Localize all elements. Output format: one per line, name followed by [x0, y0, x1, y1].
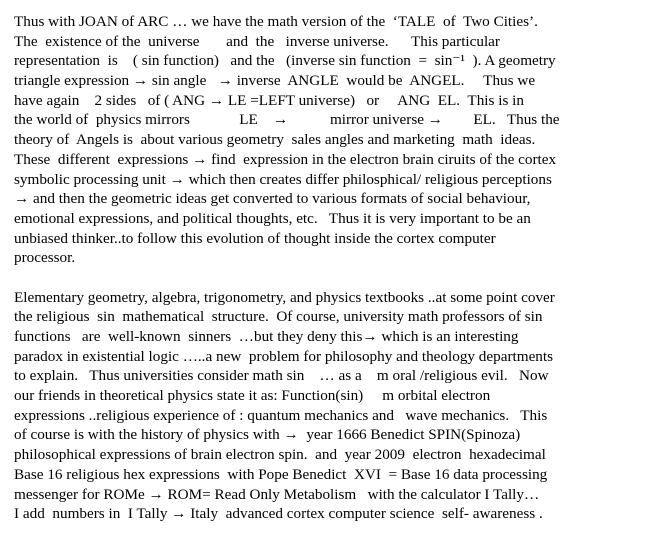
text-line: expressions ..religious experience of : quantum mechanics and wave mechanics. This — [14, 406, 548, 424]
text-line: processor. — [14, 249, 76, 267]
text-line: have again 2 sides of ( ANG → LE =LEFT universe) or ANG EL. This is in — [14, 91, 524, 109]
text-line: our friends in theoretical physics state it as: Function(sin) m orbital electron — [14, 387, 491, 405]
text-line: messenger for ROMe → ROM= Read Only Metabolism with the calculator I Tally… — [14, 485, 540, 503]
text-line: paradox in existential logic …..a new problem for philosophy and theology departments — [14, 347, 554, 365]
text-line: functions are well-known sinners …but they deny this→ which is an interesting — [14, 328, 519, 345]
text-line: triangle expression → sin angle → inverse ANGLE would be ANGEL. Thus we — [14, 72, 536, 90]
paragraph-2 — [14, 288, 634, 524]
text-line: → and then the geometric ideas get converted to various formats of social behaviour, — [14, 190, 531, 208]
text-line: the religious sin mathematical structure. Of course, university math professors of sin — [14, 308, 543, 326]
text-line: The existence of the universe and the inverse universe. This particular — [14, 32, 500, 50]
text-line: philosophical expressions of brain electron spin. and year 2009 electron hexadecimal — [14, 446, 546, 464]
text-line: Thus with JOAN of ARC … we have the math version of the ‘TALE of Two Cities’. — [14, 13, 538, 30]
paragraph-spacer — [14, 268, 634, 288]
text-line: the world of physics mirrors LE → mirror universe → EL. Thus the — [14, 111, 560, 129]
document-page — [14, 12, 634, 524]
text-line: representation is ( sin function) and the (inverse sin function = sin⁻¹ ). A geometry — [14, 52, 556, 70]
text-line: to explain. Thus universities consider math sin … as a m oral /religious evil. Now — [14, 367, 549, 385]
text-line: symbolic processing unit → which then creates differ philosphical/ religious perceptions — [14, 170, 552, 188]
text-line: I add numbers in I Tally → Italy advanced cortex computer science self- awareness . — [14, 505, 543, 523]
text-line: Base 16 religious hex expressions with Pope Benedict XVI = Base 16 data processing — [14, 465, 548, 483]
text-line: unbiased thinker..to follow this evolution of thought inside the cortex computer — [14, 229, 496, 247]
text-line: These different expressions → find expression in the electron brain ciruits of the cortex — [14, 150, 557, 168]
text-line: of course is with the history of physics with → year 1666 Benedict SPIN(Spinoza) — [14, 426, 521, 444]
text-line: Elementary geometry, algebra, trigonometry, and physics textbooks ..at some point cover — [14, 288, 555, 306]
text-line: theory of Angels is about various geometry sales angles and marketing math ideas. — [14, 131, 536, 149]
text-line: emotional expressions, and political thoughts, etc. Thus it is very important to be an — [14, 209, 531, 227]
paragraph-1 — [14, 12, 634, 268]
